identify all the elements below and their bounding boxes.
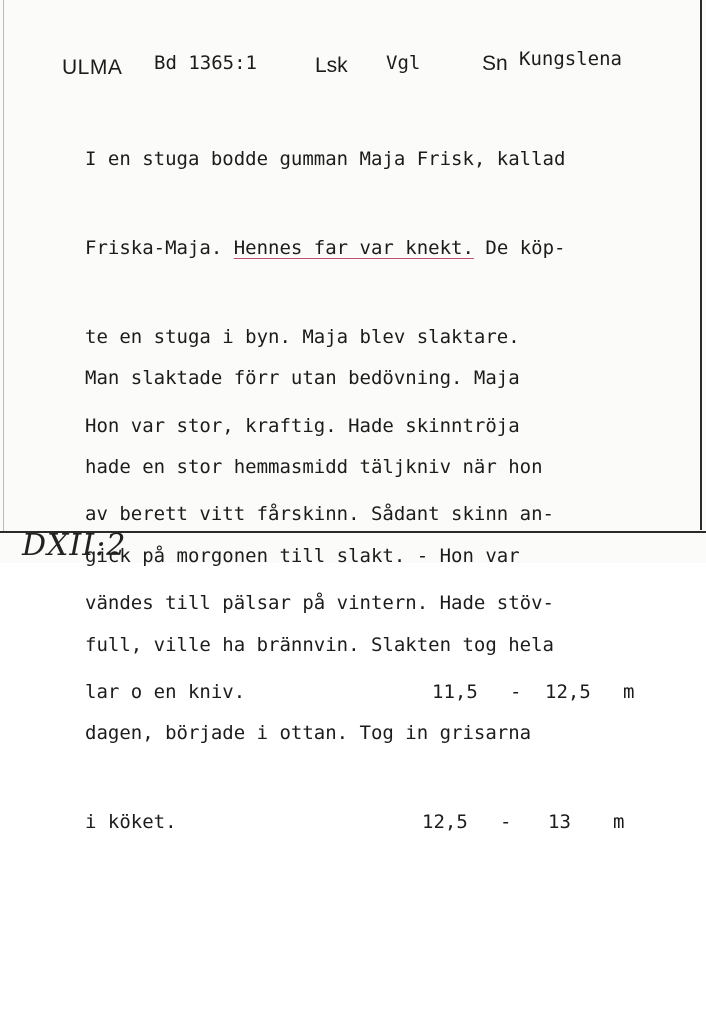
underlined-phrase: Hennes far var knekt. — [233, 236, 474, 259]
text-line — [85, 234, 566, 264]
line-tail: De köp- — [473, 236, 566, 259]
range-unit: m — [613, 811, 625, 834]
text-line: full, ville ha brännvin. Slakten tog hela — [85, 633, 554, 656]
card-header — [62, 46, 682, 79]
text-line: i köket. 12,5 - 13 m — [85, 808, 154, 838]
text-line: Hon var stor, kraftig. Hade skinntröja — [85, 414, 520, 437]
card-left-edge — [3, 0, 4, 533]
range-dash: - — [500, 811, 512, 834]
text-line: vändes till pälsar på vintern. Hade stöv- — [85, 592, 554, 615]
text-line: lar o en kniv. 11,5 - 12,5 m — [85, 678, 154, 708]
reference-number: Bd 1365:1 — [154, 52, 257, 74]
handwritten-signature: DXII:2 — [22, 528, 127, 563]
parish-label: Sn — [482, 52, 508, 75]
text-line: Man slaktade förr utan bedövning. Maja — [85, 367, 520, 390]
range-dash: - — [510, 680, 522, 703]
line-start: Friska-Maja. — [85, 236, 234, 259]
range-to: 13 — [548, 811, 571, 834]
text-line: av berett vitt fårskinn. Sådant skinn an- — [85, 503, 554, 526]
text-line: dagen, började i ottan. Tog in grisarna — [85, 722, 532, 745]
range-unit: m — [623, 680, 635, 703]
lsk-label: Lsk — [315, 54, 348, 77]
parish-value: Kungslena — [519, 48, 622, 70]
card-right-edge — [700, 0, 702, 530]
text-line: hade en stor hemmasmidd täljkniv när hon — [85, 455, 543, 478]
text-line: I en stuga bodde gumman Maja Frisk, kallad — [85, 148, 566, 171]
landscape-value: Vgl — [386, 52, 421, 74]
range-from: 12,5 — [422, 811, 468, 834]
text-line: gick på morgonen till slakt. - Hon var — [85, 544, 520, 567]
range-to: 12,5 — [545, 680, 591, 703]
archive-code: ULMA — [62, 56, 123, 79]
range-from: 11,5 — [432, 680, 478, 703]
text-line: te en stuga i byn. Maja blev slaktare. — [85, 325, 520, 348]
